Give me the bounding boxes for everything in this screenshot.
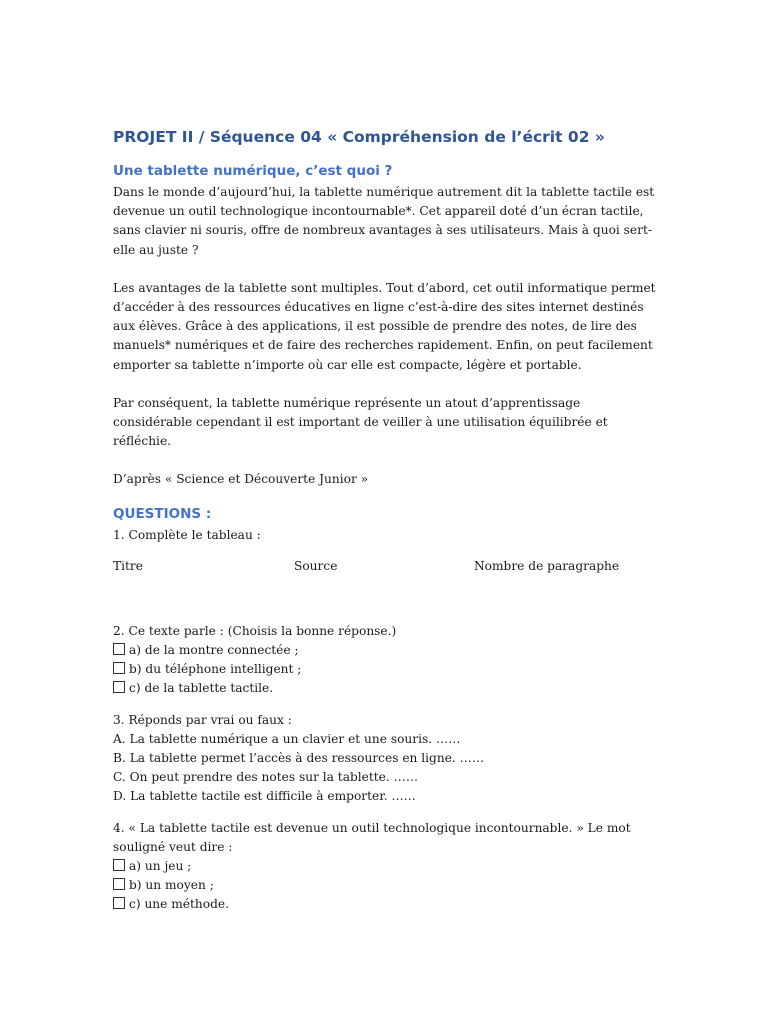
paragraph-1: Dans le monde d’aujourd’hui, la tablette numérique autrement dit la tablette tactile est devenue un outil technologique incontournable*. Cet appareil doté d’un écran tactile, sans clavier ni souris, offre de nombreux avantages à ses utilisateurs. Mais à quoi sert-elle au juste ? — [113, 185, 655, 257]
question-4-option-c[interactable]: c) une méthode. — [113, 895, 658, 914]
table-column-source: Source — [294, 558, 338, 573]
checkbox-icon[interactable] — [113, 859, 125, 871]
questions-heading: QUESTIONS : — [113, 505, 212, 522]
question-3 — [113, 711, 658, 807]
question-3-item-b: B. La tablette permet l’accès à des ressources en ligne. …… — [113, 751, 485, 766]
table-column-title: Titre — [113, 558, 143, 573]
question-4-prompt: 4. « La tablette tactile est devenue un outil technologique incontournable. » Le mot souligné veut dire : — [113, 820, 631, 854]
question-1-prompt: 1. Complète le tableau : — [113, 527, 261, 542]
checkbox-icon[interactable] — [113, 897, 125, 909]
question-3-prompt: 3. Réponds par vrai ou faux : — [113, 712, 292, 727]
question-3-item-a: A. La tablette numérique a un clavier et une souris. …… — [113, 731, 461, 746]
table-column-paragraph-count: Nombre de paragraphe — [474, 558, 620, 573]
page-title: PROJET II / Séquence 04 « Compréhension de l’écrit 02 » — [113, 128, 605, 146]
text-subtitle: Une tablette numérique, c’est quoi ? — [113, 163, 393, 179]
question-3-item-c: C. On peut prendre des notes sur la tablette. …… — [113, 770, 419, 785]
question-1 — [113, 526, 658, 576]
question-2-option-a[interactable]: a) de la montre connectée ; — [113, 641, 658, 660]
checkbox-icon[interactable] — [113, 662, 125, 674]
question-4 — [113, 819, 658, 915]
document-page — [113, 126, 658, 915]
question-2-option-c[interactable]: c) de la tablette tactile. — [113, 679, 658, 698]
question-2-prompt: 2. Ce texte parle : (Choisis la bonne réponse.) — [113, 623, 397, 638]
checkbox-icon[interactable] — [113, 878, 125, 890]
question-2 — [113, 622, 658, 699]
paragraph-3: Par conséquent, la tablette numérique représente un atout d’apprentissage considérable cependant il est important de veiller à une utilisation équilibrée et réfléchie. — [113, 395, 608, 449]
checkbox-icon[interactable] — [113, 681, 125, 693]
source-line: D’après « Science et Découverte Junior » — [113, 472, 369, 487]
question-2-option-b[interactable]: b) du téléphone intelligent ; — [113, 660, 658, 679]
question-4-option-b[interactable]: b) un moyen ; — [113, 876, 658, 895]
checkbox-icon[interactable] — [113, 643, 125, 655]
paragraph-2: Les avantages de la tablette sont multiples. Tout d’abord, cet outil informatique permet d’accéder à des ressources éducatives en ligne c’est-à-dire des sites internet destinés aux élèves. Grâce à des applications, il est possible de prendre des notes, de lire des manuels* numériques et de faire des recherches rapidement. Enfin, on peut facilement emporter sa tablette n’importe où car elle est compacte, légère et portable. — [113, 280, 656, 372]
question-3-item-d: D. La tablette tactile est difficile à emporter. …… — [113, 789, 416, 804]
question-4-option-a[interactable]: a) un jeu ; — [113, 857, 658, 876]
question-1-table-header — [113, 557, 658, 576]
